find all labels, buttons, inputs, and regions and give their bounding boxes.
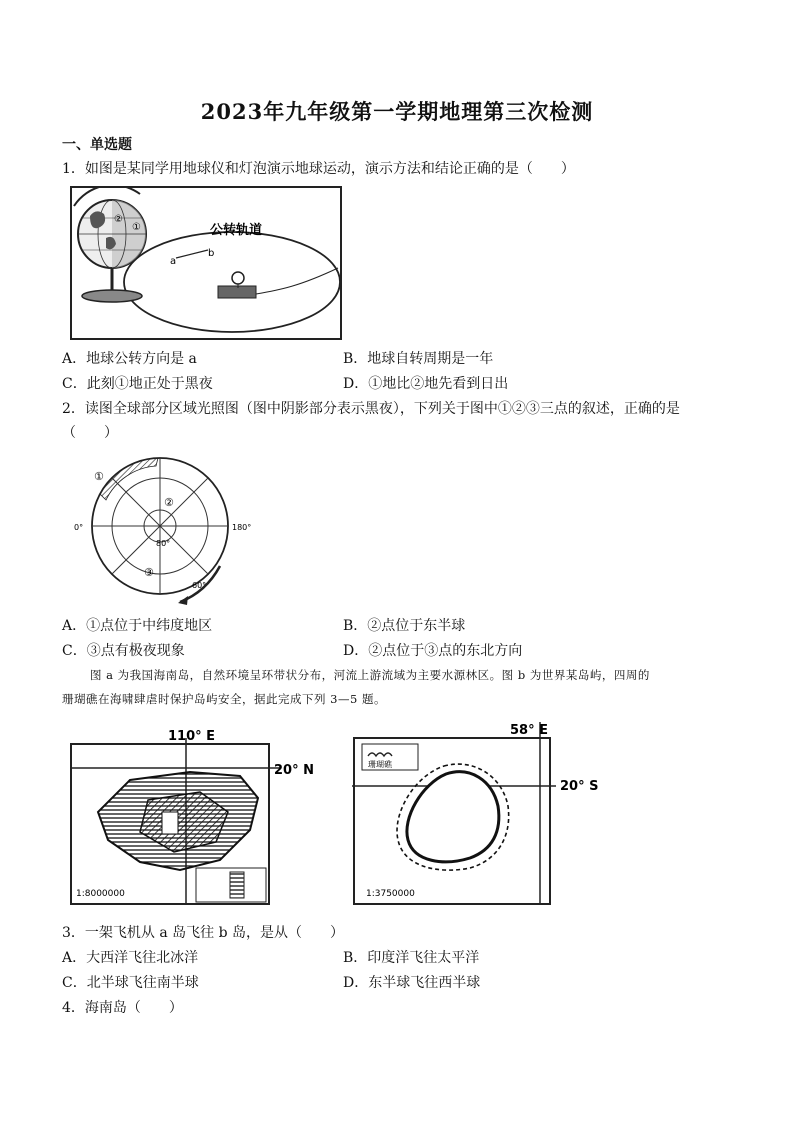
lon-label: 110° E [168,729,216,744]
q1-option-a: A．地球公转方向是 a [62,351,197,367]
intro-line-2: 珊瑚礁在海啸肆虐时保护岛屿安全，据此完成下列 3—5 题。 [62,692,386,706]
scale-label: 1:8000000 [76,889,125,899]
page-title: 2023年九年级第一学期地理第三次检测 [200,99,594,124]
q1-figure-globe-orbit [70,186,342,340]
q1-option-c: C．此刻①地正处于黑夜 [62,376,213,392]
q3-option-c: C．北半球飞往南半球 [62,975,199,991]
q3-stem: 3．一架飞机从 a 岛飞往 b 岛，是从（ ） [62,925,345,941]
intro-line-1: 图 a 为我国海南岛，自然环境呈环带状分布，河流上游流域为主要水源林区。图 b 为世界某岛屿，四周的 [90,668,650,682]
scale-label: 1:3750000 [366,889,415,899]
lon-label: 58° E [510,723,548,738]
arrow-a-label: a [170,256,177,267]
q3-option-b: B．印度洋飞往太平洋 [343,950,480,966]
q2-option-a: A．①点位于中纬度地区 [62,618,213,634]
label-0: 0° [74,523,84,532]
point-2-label: ② [114,214,123,225]
legend-label: 珊瑚礁 [368,760,392,769]
point-2: ② [164,496,174,509]
label-60: 60° [192,581,207,590]
label-80: 80° [156,539,171,548]
q4-stem: 4．海南岛（ ） [62,1000,183,1016]
q2-figure-polar-illumination [70,448,252,606]
q2-option-d: D．②点位于③点的东北方向 [343,643,523,659]
q2-option-c: C．③点有极夜现象 [62,643,185,659]
q1-option-d: D．①地比②地先看到日出 [343,376,509,392]
lat-label: 20° N [274,763,314,778]
q1-stem: 1．如图是某同学用地球仪和灯泡演示地球运动，演示方法和结论正确的是（ ） [62,161,575,177]
section-heading: 一、单选题 [62,137,132,153]
q3-option-d: D．东半球飞往西半球 [343,975,481,991]
map-a-hainan [70,720,326,906]
q2-stem: 2．读图全球部分区域光照图（图中阴影部分表示黑夜），下列关于图中①②③三点的叙述，正确的是 [62,401,680,417]
map-b-island [352,720,612,906]
label-180: 180° [232,523,252,532]
lat-label: 20° S [560,779,599,794]
q3-option-a: A．大西洋飞往北冰洋 [62,950,199,966]
q2-option-b: B．②点位于东半球 [343,618,466,634]
point-1: ① [94,470,104,483]
orbit-label: 公转轨道 [210,223,263,238]
q1-option-b: B．地球自转周期是一年 [343,351,494,367]
point-3: ③ [144,566,154,579]
arrow-b-label: b [208,248,215,259]
point-1-label: ① [132,222,141,233]
q2-stem-continued: （ ） [62,425,118,441]
